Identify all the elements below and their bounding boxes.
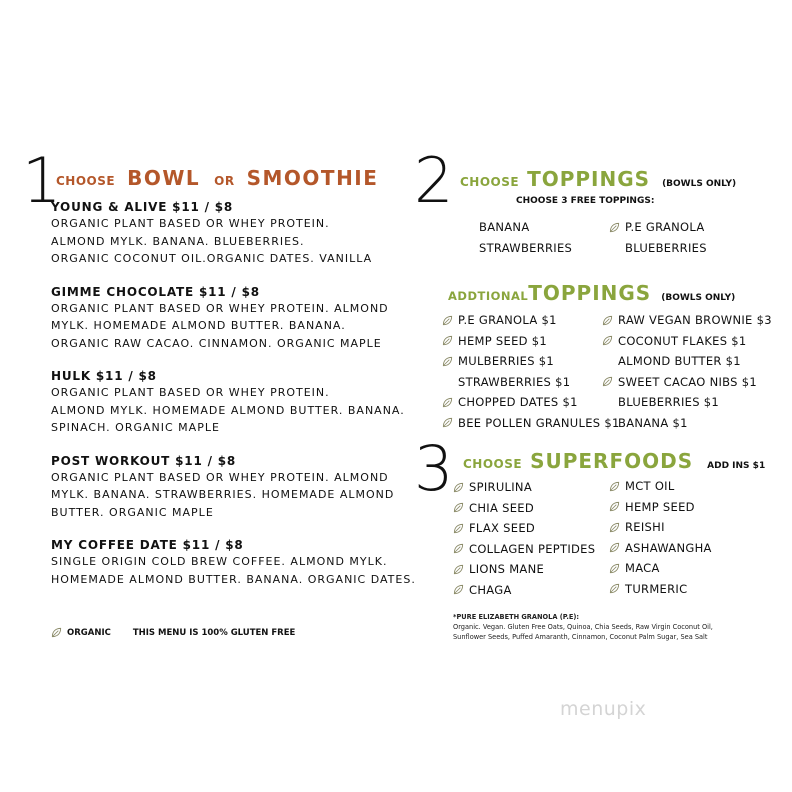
menu-item-description: SINGLE ORIGIN COLD BREW COFFEE. ALMOND MYLK. xyxy=(51,555,388,568)
menu-item-title: YOUNG & ALIVE $11 / $8 xyxy=(51,200,234,214)
menu-item xyxy=(51,200,421,268)
list-item xyxy=(453,477,595,498)
menu-item-description: ALMOND MYLK. HOMEMADE ALMOND BUTTER. BANANA. xyxy=(51,403,405,417)
menu-item-title: HULK $11 / $8 xyxy=(51,369,157,383)
leaf-icon xyxy=(609,501,620,512)
list-item xyxy=(602,310,772,331)
list-item xyxy=(602,413,772,434)
menu-item-description: MYLK. HOMEMADE ALMOND BUTTER. BANANA. xyxy=(51,319,346,332)
leaf-icon xyxy=(442,315,453,326)
leaf-icon xyxy=(602,335,613,346)
leaf-icon xyxy=(609,522,620,533)
menu-item xyxy=(51,369,421,437)
bowl-list xyxy=(51,200,421,605)
list-item-label: P.E GRANOLA xyxy=(625,220,705,235)
smoothie-heading: SMOOTHIE xyxy=(246,166,379,190)
menu-item-description: ORGANIC RAW CACAO. CINNAMON. ORGANIC MAPLE xyxy=(51,336,382,350)
list-item xyxy=(453,580,595,601)
granola-note-line: Sunflower Seeds, Puffed Amaranth, Cinnamon, Coconut Palm Sugar, Sea Salt xyxy=(453,633,708,641)
list-item-label: SPIRULINA xyxy=(469,480,533,495)
leaf-icon xyxy=(609,563,620,574)
leaf-icon xyxy=(609,481,620,492)
bowls-only-note: (BOWLS ONLY) xyxy=(662,179,737,189)
bowls-only-note: (BOWLS ONLY) xyxy=(661,293,736,303)
additional-left xyxy=(442,310,620,433)
toppings-heading: TOPPINGS xyxy=(527,167,651,191)
list-item xyxy=(602,331,772,352)
list-item-label: ALMOND BUTTER $1 xyxy=(618,354,741,369)
list-item-label: STRAWBERRIES $1 xyxy=(458,374,571,389)
list-item xyxy=(453,518,595,539)
list-item-label: SWEET CACAO NIBS $1 xyxy=(618,374,757,389)
menu-item-description: ORGANIC PLANT BASED OR WHEY PROTEIN. xyxy=(51,386,330,399)
list-item xyxy=(609,517,712,538)
list-item-label: HEMP SEED xyxy=(625,499,695,514)
menu-item-title: POST WORKOUT $11 / $8 xyxy=(51,453,237,468)
list-item-label: FLAX SEED xyxy=(469,521,536,536)
leaf-icon xyxy=(442,417,453,428)
leaf-icon xyxy=(602,376,613,387)
menu-item-description: ALMOND MYLK. BANANA. BLUEBERRIES. xyxy=(51,234,305,248)
list-item xyxy=(609,217,707,238)
menu-item-description: MYLK. BANANA. STRAWBERRIES. HOMEMADE ALMOND xyxy=(51,488,395,501)
menu-item-description: SPINACH. ORGANIC MAPLE xyxy=(51,421,220,434)
menu-item xyxy=(51,454,421,522)
watermark: menupix xyxy=(560,698,647,720)
section3-heading xyxy=(463,449,765,473)
menu-item-description: ORGANIC PLANT BASED OR WHEY PROTEIN. ALMOND xyxy=(51,301,389,315)
leaf-icon xyxy=(602,315,613,326)
leaf-icon xyxy=(453,543,464,554)
list-item xyxy=(442,413,620,434)
leaf-icon xyxy=(51,627,62,638)
granola-note xyxy=(453,612,773,642)
gluten-free-note: THIS MENU IS 100% GLUTEN FREE xyxy=(132,627,296,638)
add-ins-price: ADD INS $1 xyxy=(707,461,766,471)
free-toppings-right xyxy=(609,217,707,258)
free-toppings-left xyxy=(463,217,572,258)
list-item-label: MCT OIL xyxy=(625,479,675,494)
list-item-label: MULBERRIES $1 xyxy=(458,354,555,369)
additional-right xyxy=(602,310,772,433)
list-item-label: COCONUT FLAKES $1 xyxy=(618,333,747,348)
list-item xyxy=(453,559,595,580)
bowl-heading: BOWL xyxy=(127,166,201,190)
superfoods-right xyxy=(609,476,712,599)
list-item-label: P.E GRANOLA $1 xyxy=(458,313,557,328)
leaf-icon xyxy=(453,482,464,493)
list-item xyxy=(609,579,712,600)
section-number-2: 2 xyxy=(414,144,454,217)
list-item-label: REISHI xyxy=(625,520,665,535)
list-item xyxy=(442,392,620,413)
granola-note-title: *PURE ELIZABETH GRANOLA (P.E): xyxy=(453,613,580,621)
list-item-label: BANANA $1 xyxy=(618,415,688,430)
menu-item-description: ORGANIC PLANT BASED OR WHEY PROTEIN. xyxy=(51,217,330,230)
menu-item-description: BUTTER. ORGANIC MAPLE xyxy=(51,505,214,519)
menu-item xyxy=(51,285,421,353)
list-item xyxy=(463,217,572,238)
list-item-label: MACA xyxy=(625,561,660,576)
list-item-label: COLLAGEN PEPTIDES xyxy=(469,541,596,556)
section2-heading xyxy=(460,167,736,191)
list-item-label: BANANA xyxy=(479,220,530,235)
additional-heading xyxy=(448,281,735,305)
leaf-icon xyxy=(442,397,453,408)
leaf-icon xyxy=(442,335,453,346)
choose-label: CHOOSE xyxy=(56,174,116,188)
leaf-icon xyxy=(609,542,620,553)
list-item-label: CHAGA xyxy=(469,582,512,597)
leaf-icon xyxy=(453,564,464,575)
additional-toppings-heading: TOPPINGS xyxy=(528,281,652,305)
menu-item-description: ORGANIC PLANT BASED OR WHEY PROTEIN. ALMOND xyxy=(51,470,389,484)
superfoods-heading: SUPERFOODS xyxy=(530,449,694,473)
list-item xyxy=(442,372,620,393)
list-item xyxy=(609,476,712,497)
section1-heading xyxy=(56,166,378,190)
list-item-label: TURMERIC xyxy=(625,581,688,596)
choose-label: CHOOSE xyxy=(460,175,520,189)
menu-item xyxy=(51,538,421,588)
list-item-label: CHIA SEED xyxy=(469,500,534,515)
leaf-icon xyxy=(442,356,453,367)
list-item xyxy=(442,351,620,372)
menu-item-description: HOMEMADE ALMOND BUTTER. BANANA. ORGANIC DATES. xyxy=(51,572,416,586)
leaf-icon xyxy=(609,583,620,594)
list-item-label: HEMP SEED $1 xyxy=(458,333,548,348)
list-item xyxy=(442,331,620,352)
list-item xyxy=(609,558,712,579)
free-toppings-label: CHOOSE 3 FREE TOPPINGS: xyxy=(516,196,655,206)
list-item xyxy=(609,538,712,559)
section-number-3: 3 xyxy=(414,432,454,505)
list-item xyxy=(609,238,707,259)
leaf-icon xyxy=(453,502,464,513)
list-item-label: BLUEBERRIES $1 xyxy=(618,395,719,410)
list-item xyxy=(602,372,772,393)
list-item-label: STRAWBERRIES xyxy=(479,240,573,255)
additional-label: ADDTIONAL xyxy=(448,289,529,303)
menu-item-title: GIMME CHOCOLATE $11 / $8 xyxy=(51,284,260,299)
list-item xyxy=(442,310,620,331)
list-item xyxy=(609,497,712,518)
leaf-icon xyxy=(609,222,620,233)
list-item-label: LIONS MANE xyxy=(469,562,545,577)
granola-note-line: Organic. Vegan. Gluten Free Oats, Quinoa, Chia Seeds, Raw Virgin Coconut Oil, xyxy=(453,623,713,631)
list-item-label: ASHAWANGHA xyxy=(625,540,712,555)
choose-label: CHOOSE xyxy=(463,457,523,471)
list-item xyxy=(453,539,595,560)
list-item-label: BEE POLLEN GRANULES $1 xyxy=(458,415,620,430)
list-item xyxy=(453,498,595,519)
section-number-1: 1 xyxy=(22,144,62,217)
or-label: OR xyxy=(214,174,235,188)
organic-legend: ORGANIC xyxy=(67,627,111,638)
footer xyxy=(51,627,295,638)
list-item xyxy=(602,351,772,372)
list-item-label: RAW VEGAN BROWNIE $3 xyxy=(618,313,772,328)
leaf-icon xyxy=(453,523,464,534)
list-item xyxy=(602,392,772,413)
menu-item-title: MY COFFEE DATE $11 / $8 xyxy=(51,538,244,552)
superfoods-left xyxy=(453,477,595,600)
list-item xyxy=(463,238,572,259)
menu-item-description: ORGANIC COCONUT OIL.ORGANIC DATES. VANILLA xyxy=(51,252,373,265)
leaf-icon xyxy=(453,584,464,595)
list-item-label: CHOPPED DATES $1 xyxy=(458,395,578,410)
list-item-label: BLUEBERRIES xyxy=(625,240,707,255)
